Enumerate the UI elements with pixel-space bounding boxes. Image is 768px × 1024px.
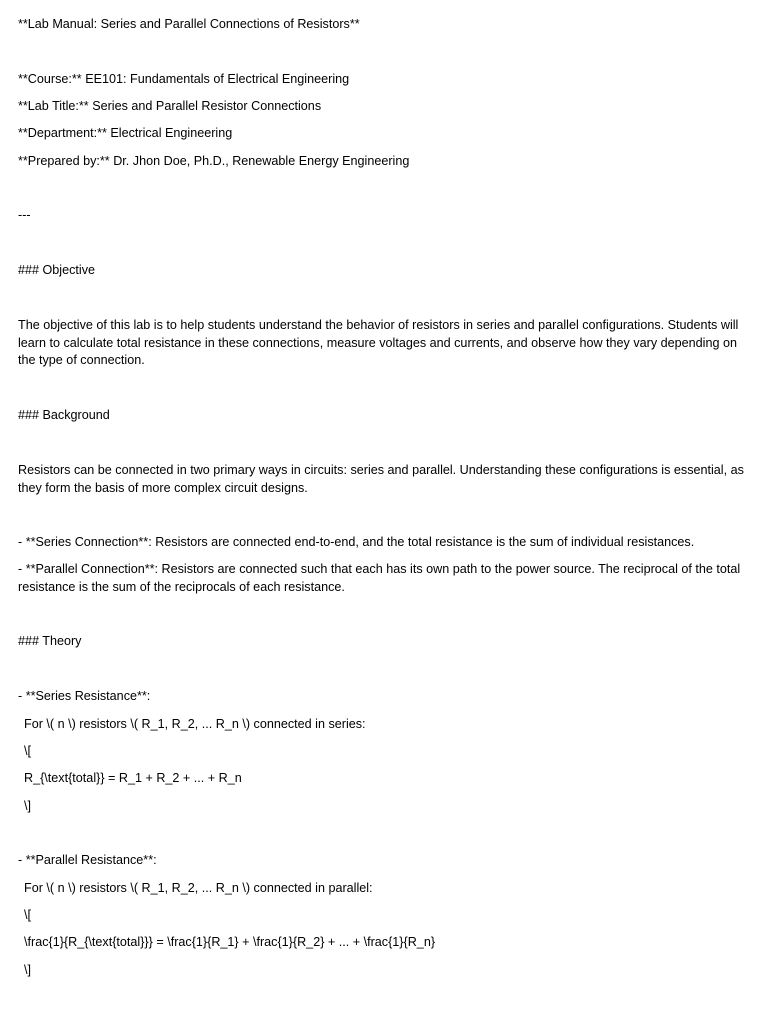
parallel-resistance-intro: For \( n \) resistors \( R_1, R_2, ... R_n \) connected in parallel: xyxy=(24,881,373,895)
prepared-by-line: **Prepared by:** Dr. Jhon Doe, Ph.D., Renewable Energy Engineering xyxy=(18,154,410,168)
lab-title-line: **Lab Title:** Series and Parallel Resistor Connections xyxy=(18,99,322,113)
parallel-formula-open: \[ xyxy=(24,908,31,922)
series-resistance-intro: For \( n \) resistors \( R_1, R_2, ... R_n \) connected in series: xyxy=(24,717,366,731)
course-line: **Course:** EE101: Fundamentals of Electrical Engineering xyxy=(18,72,350,86)
parallel-resistance-label: - **Parallel Resistance**: xyxy=(18,853,157,867)
background-text: Resistors can be connected in two primary ways in circuits: series and parallel. Understanding these configurations is essential, as they form the basis of more complex circuit designs. xyxy=(18,463,744,495)
series-resistance-label: - **Series Resistance**: xyxy=(18,689,151,703)
series-connection-bullet: - **Series Connection**: Resistors are connected end-to-end, and the total resistance is the sum of individual resistances. xyxy=(18,535,695,549)
series-resistance-formula: R_{\text{total}} = R_1 + R_2 + ... + R_n xyxy=(24,771,242,785)
objective-heading: ### Objective xyxy=(18,263,96,277)
theory-heading: ### Theory xyxy=(18,634,82,648)
parallel-resistance-formula: \frac{1}{R_{\text{total}}} = \frac{1}{R_1} + \frac{1}{R_2} + ... + \frac{1}{R_n} xyxy=(24,935,436,949)
department-line: **Department:** Electrical Engineering xyxy=(18,126,233,140)
document-title: **Lab Manual: Series and Parallel Connections of Resistors** xyxy=(18,17,360,31)
series-formula-open: \[ xyxy=(24,744,31,758)
background-heading: ### Background xyxy=(18,408,110,422)
series-formula-close: \] xyxy=(24,799,31,813)
parallel-formula-close: \] xyxy=(24,963,31,977)
objective-text: The objective of this lab is to help students understand the behavior of resistors in series and parallel configurations. Students will learn to calculate total resistance in these connections, measure voltages and currents, and observe how they vary depending on the type of connection. xyxy=(18,318,739,367)
parallel-connection-bullet: - **Parallel Connection**: Resistors are connected such that each has its own path to the power source. The reciprocal of the total resistance is the sum of the reciprocals of each resistance. xyxy=(18,562,741,594)
separator: --- xyxy=(18,208,31,222)
